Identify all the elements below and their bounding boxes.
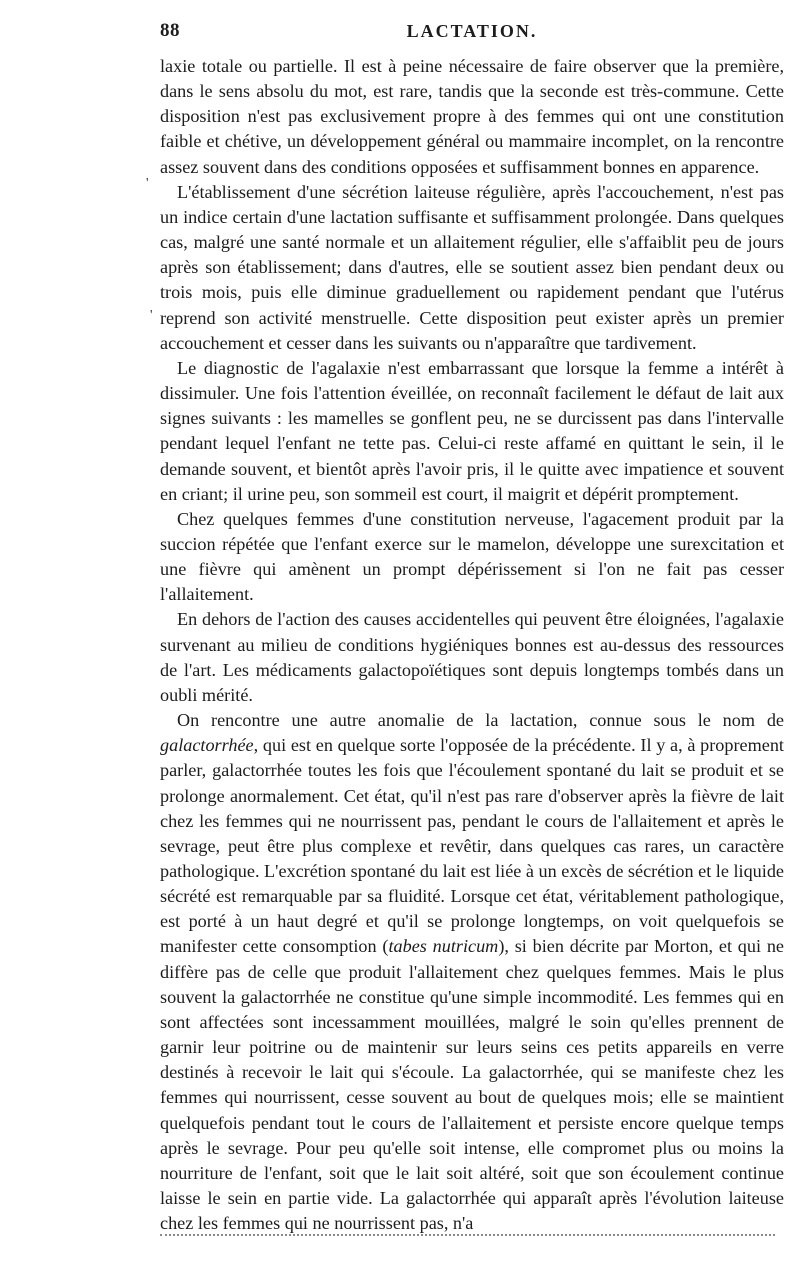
paragraph [160,708,784,1236]
paragraph-text: , qui est en quelque sorte l'opposée de la précédente. Il y a, à proprement parler, galactorrhée toutes les fois que l'écoulement spontané du lait se produit et se prolonge anormalement. Cet état, qu'il n'est pas rare d'observer après la fièvre de lait chez les femmes qui ne nourrissent pas, pendant le cours de l'allaitement et après le sevrage, peut être plus complexe et revêtir, dans quelques cas rares, un caractère pathologique. L'excrétion spontané du lait est liée à un excès de sécrétion et le liquide sécrété est remarquable par sa fluidité. Lorsque cet état, véritablement pathologique, est porté à un haut degré et qu'il se prolonge longtemps, on voit quelquefois se manifester cette consomption ( [160,735,784,957]
footer-dotted-rule [160,1234,775,1236]
paragraph-text: ), si bien décrite par Morton, et qui ne diffère pas de celle que produit l'allaitement chez quelques femmes. Mais le plus souvent la galactorrhée ne constitue qu'une simple incommodité. Les femmes qui en sont affectées sont incessamment mouillées, malgré le soin qu'elles prennent de garnir leur poitrine ou de maintenir sur leurs seins ces petits appareils en verre destinés à recevoir le lait qui s'écoule. La galactorrhée, qui se manifeste chez les femmes qui nourrissent, cesse souvent au bout de quelques mois; elle se maintient quelquefois pendant tout le cours de l'allaitement et persiste encore quelque temps après le sevrage. Pour peu qu'elle soit intense, elle compromet plus ou moins la nourriture de l'enfant, soit que le lait soit altéré, soit que son écoulement continue laisse le sein en partie vide. La galactorrhée qui apparaît après l'évolution laiteuse chez les femmes qui ne nourrissent pas, n'a [160,936,784,1234]
italic-term: galactorrhée [160,735,254,756]
paragraph: En dehors de l'action des causes accidentelles qui peuvent être éloignées, l'agalaxie survenant au milieu de conditions hygiéniques bonnes est au-dessus des ressources de l'art. Les médicaments galactopoïétiques sont depuis longtemps tombés dans un oubli mérité. [160,609,784,705]
paragraph: Le diagnostic de l'agalaxie n'est embarrassant que lorsque la femme a intérêt à dissimuler. Une fois l'attention éveillée, on reconnaît facilement le défaut de lait aux signes suivants : les mamelles se gonflent peu, ne se durcissent pas dans l'intervalle pendant lequel l'enfant ne tette pas. Celui-ci reste affamé en quittant le sein, il le demande souvent, et bientôt après l'avoir pris, il le quitte avec impatience et souvent en criant; il urine peu, son sommeil est court, il maigrit et dépérit promptement. [160,357,784,504]
paragraph-text: On rencontre une autre anomalie de la lactation, connue sous le nom de [177,710,784,731]
paragraph: Chez quelques femmes d'une constitution nerveuse, l'agacement produit par la succion répétée que l'enfant exerce sur le mamelon, développe une surexcitation et une fièvre qui amènent un prompt dépérissement si l'on ne fait pas cesser l'allaitement. [160,508,784,605]
page-number: 88 [160,20,180,41]
paragraph: laxie totale ou partielle. Il est à peine nécessaire de faire observer que la première, dans le sens absolu du mot, est rare, tandis que la seconde est très-commune. Cette disposition n'est pas exclusivement propre à des femmes qui ont une constitution faible et chétive, un développement général ou mammaire incomplet, on la rencontre assez souvent dans des conditions opposées et suffisamment bonnes en apparence. [160,56,784,177]
italic-term: tabes nutricum [388,936,499,957]
body-text [160,54,784,1236]
margin-mark: ' [150,308,153,323]
paragraph: L'établissement d'une sécrétion laiteuse régulière, après l'accouchement, n'est pas un indice certain d'une lactation suffisante et suffisamment prolongée. Dans quelques cas, malgré une santé normale et un allaitement régulier, elle s'affaiblit peu de jours après son établissement; dans d'autres, elle se soutient assez bien pendant deux ou trois mois, puis elle diminue graduellement ou rapidement pendant que l'utérus reprend son activité menstruelle. Cette disposition peut exister après un premier accouchement et cesser dans les suivants ou n'apparaître que tardivement. [160,181,784,353]
margin-mark: ' [146,176,149,191]
running-header [160,20,784,48]
running-title: LACTATION. [406,21,538,41]
